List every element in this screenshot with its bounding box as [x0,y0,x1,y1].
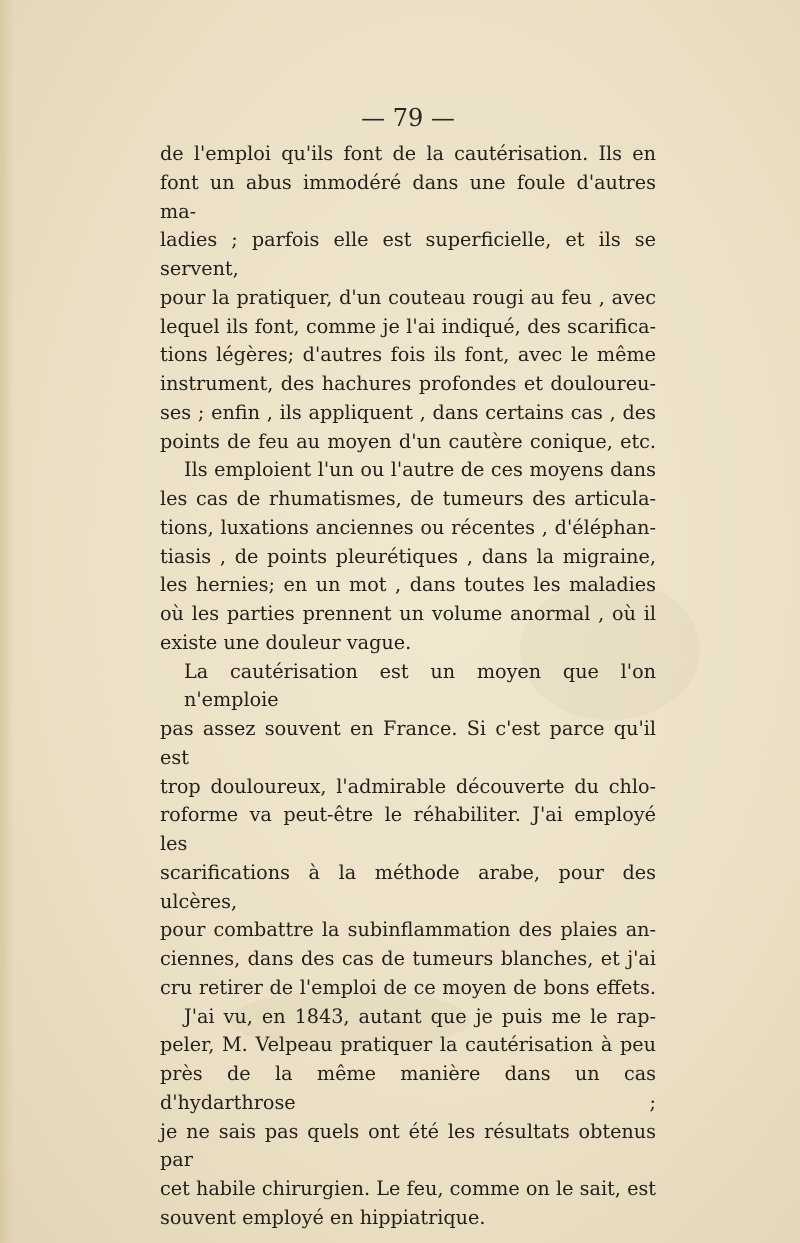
paragraph [160,1003,656,1233]
text-line: scarifications à la méthode arabe, pour des ulcères, [160,860,656,913]
page-binding-shadow [0,0,14,1243]
text-line: tiasis , de points pleurétiques , dans la migraine, [160,544,656,568]
body-text [160,140,656,1233]
paragraph [160,658,656,1003]
text-line: J'ai vu, en 1843, autant que je puis me le rap- [184,1004,656,1028]
text-line: existe une douleur vague. [160,630,412,654]
text-line: les hernies; en un mot , dans toutes les maladies [160,573,656,597]
paragraph [160,140,656,456]
text-line: lequel ils font, comme je l'ai indiqué, des scarifica- [160,314,656,338]
text-line: peler, M. Velpeau pratiquer la cautérisation à peu [160,1033,656,1057]
text-line: pour la pratiquer, d'un couteau rougi au feu , avec [160,285,656,309]
text-line: ses ; enfin , ils appliquent , dans certains cas , des [160,400,656,424]
text-line: font un abus immodéré dans une foule d'autres ma- [160,170,656,223]
text-line: points de feu au moyen d'un cautère conique, etc. [160,429,656,453]
text-line: roforme va peut-être le réhabiliter. J'ai employé les [160,803,656,855]
text-line: instrument, des hachures profondes et douloureu- [160,372,656,395]
text-line: tions, luxations anciennes ou récentes , d'éléphan- [160,515,656,539]
text-line: de l'emploi qu'ils font de la cautérisation. Ils en [160,142,656,165]
text-line: souvent employé en hippiatrique. [160,1205,486,1229]
text-line: près de la même manière dans un cas d'hydarthrose ; [160,1062,656,1114]
text-line: Ils emploient l'un ou l'autre de ces moyens dans [184,458,656,482]
text-line: pour combattre la subinflammation des plaies an- [160,918,656,942]
text-line: pas assez souvent en France. Si c'est parce qu'il est [160,717,656,769]
text-line: cru retirer de l'emploi de ce moyen de bons effets. [160,975,656,999]
text-line: cet habile chirurgien. Le feu, comme on le sait, est [160,1177,656,1200]
page-number: — 79 — [361,104,455,132]
text-line: où les parties prennent un volume anormal , où il [160,602,656,625]
text-line: ladies ; parfois elle est superficielle, et ils se servent, [160,228,656,280]
text-line: tions légères; d'autres fois ils font, avec le même [160,343,656,367]
text-line: La cautérisation est un moyen que l'on n'emploie [184,659,656,712]
paragraph [160,456,656,657]
text-line: ciennes, dans des cas de tumeurs blanches, et j'ai [160,947,656,970]
text-line: trop douloureux, l'admirable découverte du chlo- [160,774,656,798]
text-line: les cas de rhumatismes, de tumeurs des articula- [160,487,656,510]
text-line: je ne sais pas quels ont été les résultats obtenus par [160,1119,656,1172]
